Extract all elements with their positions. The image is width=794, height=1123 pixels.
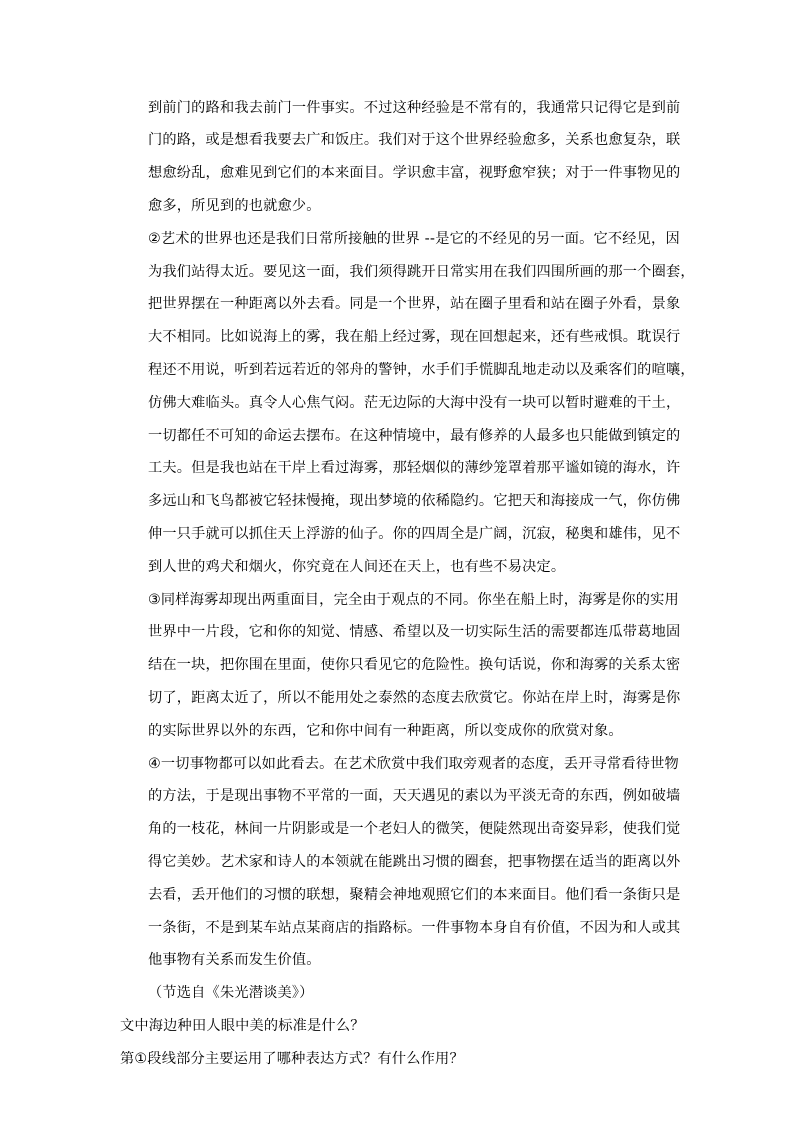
article-line: 到人世的鸡犬和烟火，你究竟在人间还在天上，也有些不易决定。 [148,559,566,575]
article-line: 一条街，不是到某车站点某商店的指路标。一件事物本身自有价值，不因为和人或其 [148,920,681,936]
article-line: 得它美妙。艺术家和诗人的本领就在能跳出习惯的圈套，把事物摆在适当的距离以外 [148,854,681,870]
article-line: 门的路，或是想看我要去广和饭庄。我们对于这个世界经验愈多，关系也愈复杂，联 [148,132,681,148]
article-line: 仿佛大难临头。真令人心焦气闷。茫无边际的大海中没有一块可以暂时避难的干土， [148,395,681,411]
article-line: ④一切事物都可以如此看去。在艺术欣赏中我们取旁观者的态度，丢开寻常看待世物 [148,756,679,772]
article-line: 伸一只手就可以抓住天上浮游的仙子。你的四周全是广阔，沉寂，秘奥和雄伟，见不 [148,526,681,542]
article-line: 多远山和飞鸟都被它轻抹慢掩，现出梦境的依稀隐约。它把天和海接成一气，你仿佛 [148,493,681,509]
article-line: 想愈纷乱，愈难见到它们的本来面目。学识愈丰富，视野愈窄狭；对于一件事物见的 [148,165,681,181]
article-line: 把世界摆在一种距离以外去看。同是一个世界，站在圈子里看和站在圈子外看，景象 [148,296,681,312]
article-line: 程还不用说，听到若远若近的邻舟的警钟，水手们手慌脚乱地走动以及乘客们的喧嚷， [148,362,695,378]
article-line: 大不相同。比如说海上的雾，我在船上经过雾，现在回想起来，还有些戒惧。耽误行 [148,329,681,345]
article-line: 的方法，于是现出事物不平常的一面，天天遇见的素以为平淡无奇的东西，例如破墙 [148,788,681,804]
article-line: 去看，丢开他们的习惯的联想，聚精会神地观照它们的本来面目。他们看一条街只是 [148,887,681,903]
article-line: 他事物有关系而发生价值。 [148,952,321,968]
article-line: 工夫。但是我也站在干岸上看过海雾，那轻烟似的薄纱笼罩着那平谧如镜的海水，许 [148,460,681,476]
article-source: （节选自《朱光潜谈美》） [148,985,314,1001]
article-line: 结在一块，把你围在里面，使你只看见它的危险性。换句话说，你和海雾的关系太密 [148,657,681,673]
question-1: 文中海边种田人眼中美的标准是什么？ [120,1018,365,1034]
article-line: 切了，距离太近了，所以不能用处之泰然的态度去欣赏它。你站在岸上时，海雾是你 [148,690,681,706]
question-2: 第①段线部分主要运用了哪种表达方式？有什么作用？ [120,1051,464,1067]
article-line: 角的一枝花，林间一片阴影或是一个老妇人的微笑，便陡然现出奇姿异彩，使我们觉 [148,821,681,837]
article-line: 为我们站得太近。要见这一面，我们须得跳开日常实用在我们四围所画的那一个圈套， [148,264,695,280]
article-line: 一切都任不可知的命运去摆布。在这种情境中，最有修养的人最多也只能做到镇定的 [148,428,681,444]
article-line: ③同样海雾却现出两重面目，完全由于观点的不同。你坐在船上时，海雾是你的实用 [148,592,679,608]
article-line: 世界中一片段，它和你的知觉、情感、希望以及一切实际生活的需要都连瓜带葛地固 [148,624,681,640]
article-line: ②艺术的世界也还是我们日常所接触的世界 --是它的不经见的另一面。它不经见，因 [148,231,680,247]
article-line: 愈多，所见到的也就愈少。 [148,198,321,214]
article-line: 到前门的路和我去前门一件事实。不过这种经验是不常有的，我通常只记得它是到前 [148,100,681,116]
article-line: 的实际世界以外的东西，它和你中间有一种距离，所以变成你的欣赏对象。 [148,723,623,739]
